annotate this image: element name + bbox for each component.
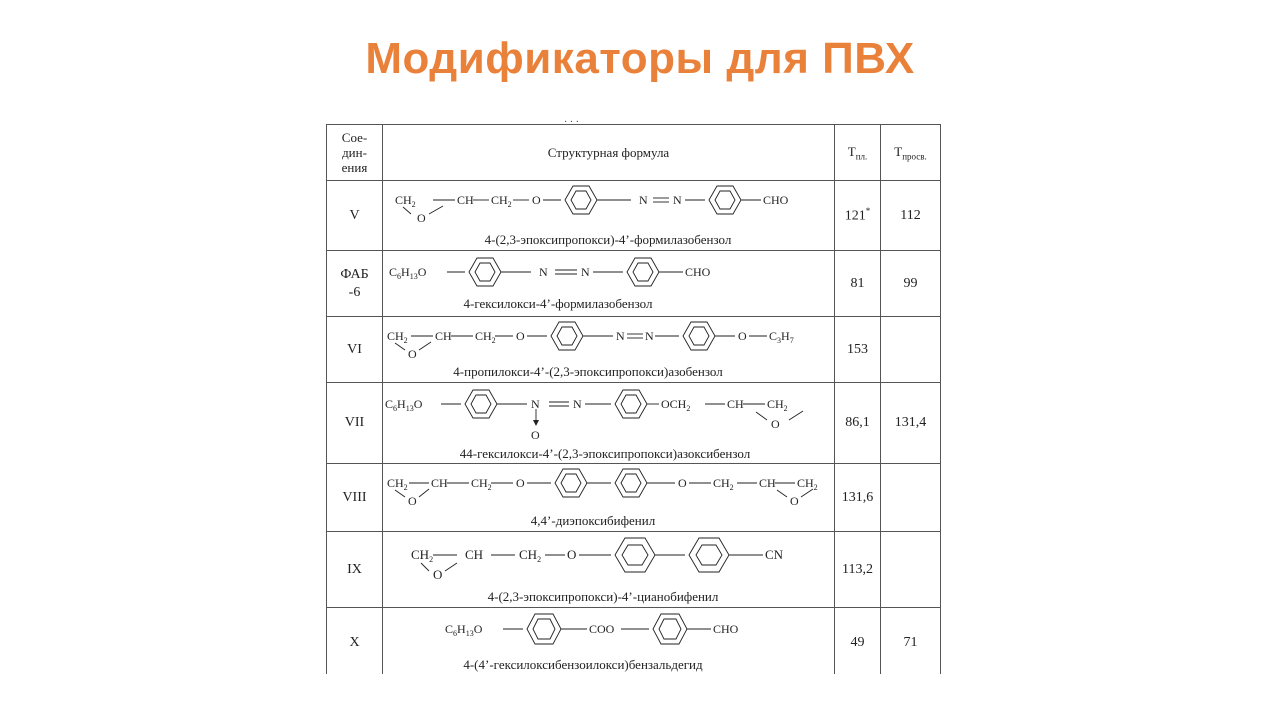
svg-text:O: O: [408, 493, 417, 508]
clearing-temperature: 131,4: [881, 383, 941, 464]
svg-text:C6H13O: $C_6H_{13}O$: [445, 621, 483, 638]
table-row: [327, 251, 941, 317]
svg-text:CH2: $CH_2$: [395, 192, 416, 209]
compound-id: ФАБ -6: [327, 251, 383, 317]
svg-text:CH: CH: [465, 546, 484, 562]
structural-formula-cell: [383, 383, 835, 464]
structural-formula-viii: [383, 465, 833, 531]
svg-text:CH2: $CH_2$: [797, 475, 818, 492]
compound-id: IX: [327, 532, 383, 608]
svg-text:O: O: [567, 546, 577, 562]
svg-text:C3H7: $C_3H_7$: [769, 328, 794, 345]
svg-text:CH: CH: [759, 475, 776, 490]
scan-artifact: · · ·: [564, 117, 579, 128]
compound-name: 4,4’-диэпоксибифенил: [530, 512, 656, 528]
svg-text:C6H13O: $C_6H_{13}O$: [389, 264, 427, 281]
table-row: [327, 317, 941, 383]
svg-text:O: O: [433, 566, 443, 582]
structural-formula-cell: [383, 608, 835, 675]
structural-formula-cell: [383, 464, 835, 532]
svg-text:O: O: [516, 328, 525, 343]
compound-name: 4-(4’-гексилоксибензоилокси)бензальдегид: [463, 656, 703, 672]
svg-text:N: N: [539, 264, 548, 279]
svg-text:COO: COO: [589, 621, 615, 636]
table-row: [327, 181, 941, 251]
svg-text:CH2: $CH_2$: [519, 546, 542, 564]
table-row: [327, 383, 941, 464]
table-row: [327, 608, 941, 675]
svg-text:O: O: [738, 328, 747, 343]
structural-formula-vi: [383, 318, 833, 382]
svg-text:C6H13O: $C_6H_{13}O$: [385, 396, 423, 413]
melting-temperature: 131,6: [835, 464, 881, 532]
svg-text:CH2: $CH_2$: [475, 328, 496, 345]
melting-temperature: 81: [835, 251, 881, 317]
clearing-temperature: 99: [881, 251, 941, 317]
document-table-image: [326, 106, 942, 674]
melting-temperature: 49: [835, 608, 881, 675]
svg-text:N: N: [581, 264, 590, 279]
svg-text:N: N: [573, 396, 582, 411]
structural-formula-cell: [383, 251, 835, 317]
table-header-row: [327, 125, 941, 181]
svg-text:O: O: [408, 346, 417, 361]
svg-text:CH: CH: [431, 475, 448, 490]
svg-text:CN: CN: [765, 546, 784, 562]
compound-id: VI: [327, 317, 383, 383]
structural-formula-cell: [383, 317, 835, 383]
header-formula: Структурная формула: [383, 125, 835, 181]
svg-text:CH2: $CH_2$: [767, 396, 788, 413]
svg-text:CHO: CHO: [763, 192, 789, 207]
table-row: [327, 532, 941, 608]
svg-text:CH2: $CH_2$: [387, 328, 408, 345]
svg-text:N: N: [616, 328, 625, 343]
clearing-temperature: 112: [881, 181, 941, 251]
svg-text:O: O: [531, 427, 540, 442]
clearing-temperature: [881, 317, 941, 383]
structural-formula-cell: [383, 532, 835, 608]
structural-formula-fab6: [383, 252, 833, 316]
svg-text:CH2: $CH_2$: [491, 192, 512, 209]
header-tclear: $T_{просв.}$: [881, 125, 941, 181]
compound-name: 44-гексилокси-4’-(2,3-эпоксипропокси)азоксибензол: [459, 445, 751, 461]
compound-name: 4-(2,3-эпоксипропокси)-4’-цианобифенил: [487, 588, 719, 604]
compound-name: 4-(2,3-эпоксипропокси)-4’-формилазобензол: [484, 231, 732, 247]
svg-text:N: N: [639, 192, 648, 207]
clearing-temperature: 71: [881, 608, 941, 675]
modifiers-table: [326, 124, 941, 674]
svg-text:O: O: [532, 192, 541, 207]
melting-temperature: 86,1: [835, 383, 881, 464]
clearing-temperature: [881, 532, 941, 608]
svg-text:N: N: [673, 192, 682, 207]
svg-text:O: O: [678, 475, 687, 490]
svg-text:CH2: $CH_2$: [411, 546, 434, 564]
svg-text:N: N: [645, 328, 654, 343]
svg-text:CHO: CHO: [713, 621, 739, 636]
clearing-temperature: [881, 464, 941, 532]
svg-text:O: O: [771, 416, 780, 431]
structural-formula-v: [383, 182, 833, 250]
compound-name: 4-гексилокси-4’-формилазобензол: [463, 295, 653, 311]
svg-text:CH2: $CH_2$: [713, 475, 734, 492]
structural-formula-vii: [383, 384, 833, 463]
header-tmelt: $T_{пл.}$: [835, 125, 881, 181]
svg-text:CHO: CHO: [685, 264, 711, 279]
structural-formula-ix: [383, 533, 833, 607]
compound-id: X: [327, 608, 383, 675]
svg-text:O: O: [417, 210, 426, 225]
svg-text:O: O: [790, 493, 799, 508]
structural-formula-cell: [383, 181, 835, 251]
melting-temperature: 153: [835, 317, 881, 383]
melting-temperature: 113,2: [835, 532, 881, 608]
svg-text:CH2: $CH_2$: [387, 475, 408, 492]
compound-id: VII: [327, 383, 383, 464]
svg-text:CH2: $CH_2$: [471, 475, 492, 492]
svg-text:CH: CH: [727, 396, 744, 411]
svg-text:CH: CH: [457, 192, 474, 207]
structural-formula-x: [383, 609, 833, 675]
svg-text:CH: CH: [435, 328, 452, 343]
melting-temperature: 121*: [835, 181, 881, 251]
compound-id: V: [327, 181, 383, 251]
svg-text:N: N: [531, 396, 540, 411]
svg-text:O: O: [516, 475, 525, 490]
slide-title: Модификаторы для ПВХ: [365, 34, 915, 83]
compound-id: VIII: [327, 464, 383, 532]
compound-name: 4-пропилокси-4’-(2,3-эпоксипропокси)азобензол: [453, 363, 723, 379]
table-row: [327, 464, 941, 532]
header-compound: Сое- дин- ения: [327, 125, 383, 181]
svg-text:OCH2: $OCH_2$: [661, 396, 691, 413]
